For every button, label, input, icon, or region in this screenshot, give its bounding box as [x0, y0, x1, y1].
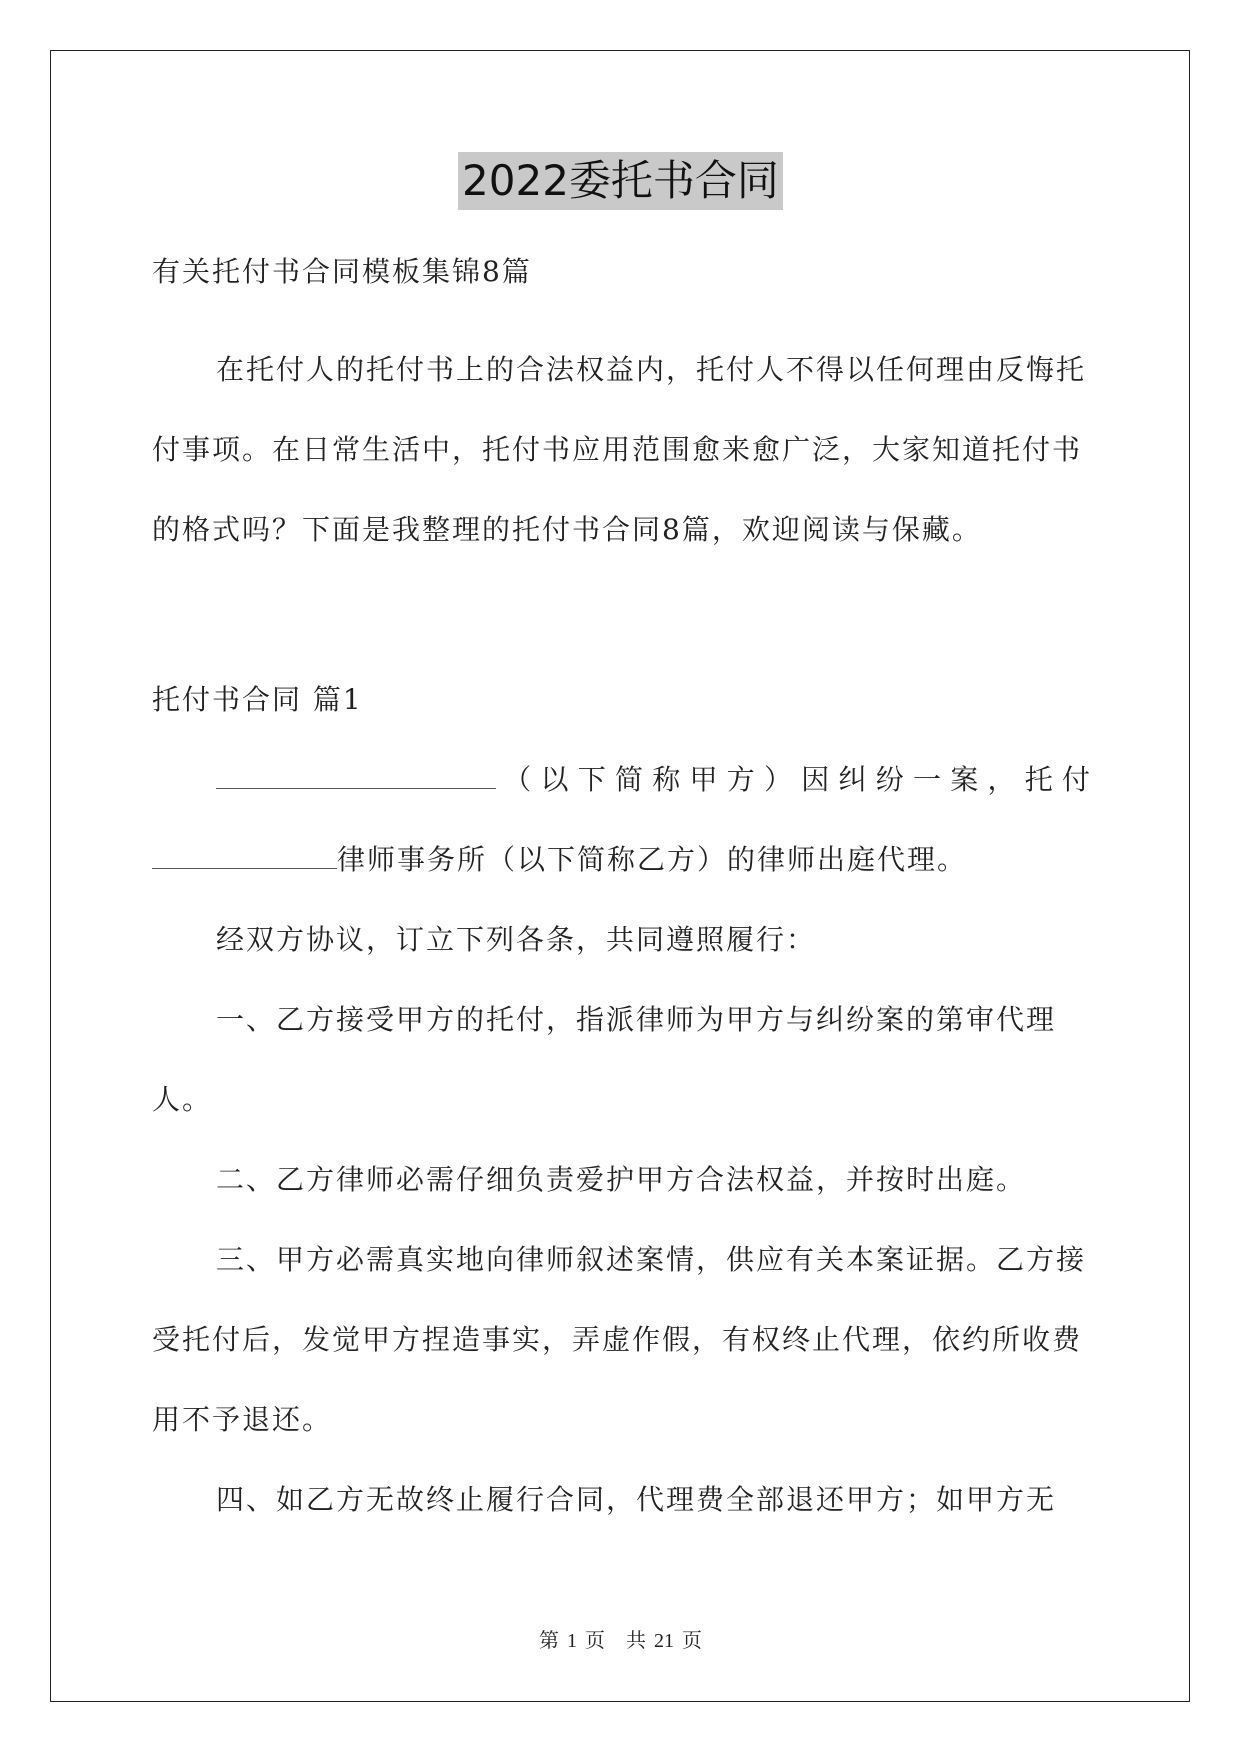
total-prefix: 共 [626, 1630, 646, 1652]
paragraph: 一、乙方接受甲方的托付，指派律师为甲方与纠纷案的第审代理人。 [152, 1003, 1057, 1116]
paragraph: 二、乙方律师必需仔细负责爱护甲方合法权益，并按时出庭。 [216, 1163, 1027, 1196]
page-total: 21 [654, 1630, 674, 1652]
paragraph: 经双方协议，订立下列各条，共同遵照履行： [216, 923, 817, 956]
blank-law-firm [152, 846, 337, 869]
paragraph: 三、甲方必需真实地向律师叙述案情，供应有关本案证据。乙方接受托付后，发觉甲方捏造事实，弄虚作假，有权终止代理，依约所收费用不予退还。 [152, 1243, 1087, 1436]
document-title: 2022委托书合同 [458, 152, 783, 210]
page-label-prefix: 第 [539, 1630, 559, 1652]
total-suffix: 页 [682, 1630, 702, 1652]
page-label-mid: 页 [585, 1630, 605, 1652]
page-footer [0, 1624, 1241, 1653]
party-line-2 [152, 820, 1092, 900]
page-indicator [535, 1630, 609, 1652]
page-current: 1 [567, 1630, 577, 1652]
party-line-1 [152, 740, 1092, 820]
party-line-2-text: 律师事务所（以下简称乙方）的律师出庭代理。 [337, 843, 968, 876]
party-line-1-text: （以下简称甲方）因纠纷一案，托付 [496, 763, 1092, 796]
document-subtitle: 有关托付书合同模板集锦8篇 [152, 255, 532, 288]
page-total-indicator [622, 1630, 706, 1652]
intro-paragraph: 在托付人的托付书上的合法权益内，托付人不得以任何理由反悔托付事项。在日常生活中，托付书应用范围愈来愈广泛，大家知道托付书的格式吗？下面是我整理的托付书合同8篇，欢迎阅读与保藏。 [152, 353, 1087, 546]
contract-body [152, 740, 1092, 1540]
paragraph: 四、如乙方无故终止履行合同，代理费全部退还甲方；如甲方无 [216, 1483, 1057, 1516]
title-container [0, 152, 1241, 210]
section-heading: 托付书合同 篇1 [152, 683, 363, 716]
blank-party-a [216, 766, 496, 789]
